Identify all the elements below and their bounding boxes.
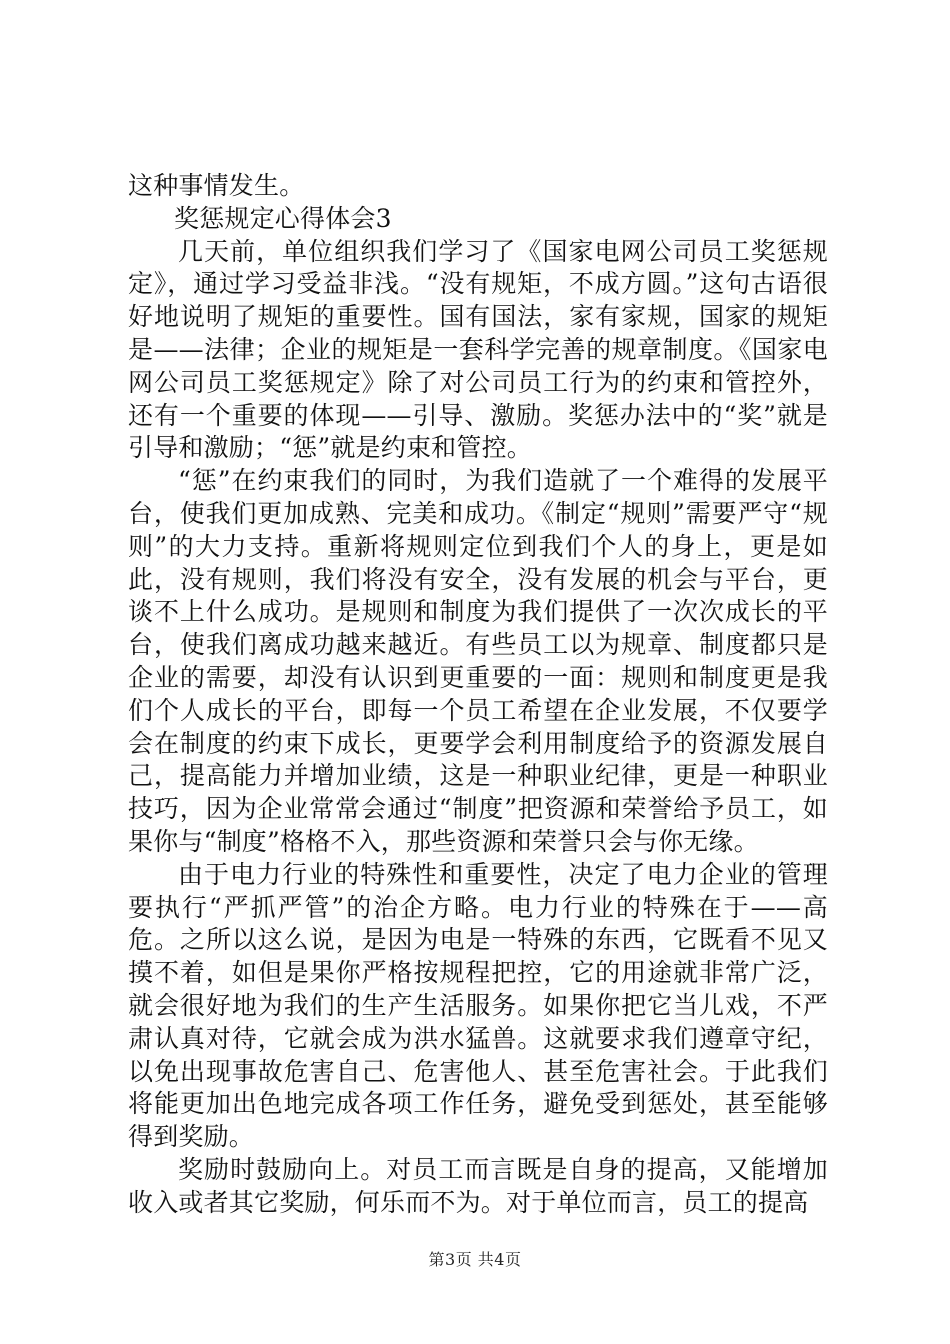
page-footer <box>0 1247 950 1270</box>
page-number-label: 第3页 共4页 <box>428 1250 522 1269</box>
paragraph: “惩”在约束我们的同时，为我们造就了一个难得的发展平台，使我们更加成熟、完美和成功。《制定“规则”需要严守“规则”的大力支持。重新将规则定位到我们个人的身上，更是如此，没有规则，我们将没有安全，没有发展的机会与平台，更谈不上什么成功。是规则和制度为我们提供了一次次成长的平台，使我们离成功越来越近。有些员工以为规章、制度都只是企业的需要，却没有认识到更重要的一面：规则和制度更是我们个人成长的平台，即每一个员工希望在企业发展，不仅要学会在制度的约束下成长，更要学会利用制度给予的资源发展自己，提高能力并增加业绩，这是一种职业纪律，更是一种职业技巧，因为企业常常会通过“制度”把资源和荣誉给予员工，如果你与“制度”格格不入，那些资源和荣誉只会与你无缘。 <box>128 466 828 856</box>
section-heading: 奖惩规定心得体会3 <box>174 203 392 233</box>
document-body <box>128 170 828 1220</box>
paragraph: 由于电力行业的特殊性和重要性，决定了电力企业的管理要执行“严抓严管”的治企方略。电力行业的特殊在于——高危。之所以这么说，是因为电是一特殊的东西，它既看不见又摸不着，如但是果你严格按规程把控，它的用途就非常广泛，就会很好地为我们的生产生活服务。如果你把它当儿戏，不严肃认真对待，它就会成为洪水猛兽。这就要求我们遵章守纪，以免出现事故危害自己、危害他人、甚至危害社会。于此我们将能更加出色地完成各项工作任务，避免受到惩处，甚至能够得到奖励。 <box>128 859 828 1152</box>
paragraph: 几天前，单位组织我们学习了《国家电网公司员工奖惩规定》，通过学习受益非浅。“没有规矩，不成方圆。”这句古语很好地说明了规矩的重要性。国有国法，家有家规，国家的规矩是——法律；企业的规矩是一套科学完善的规章制度。《国家电网公司员工奖惩规定》除了对公司员工行为的约束和管控外，还有一个重要的体现——引导、激励。奖惩办法中的“奖”就是引导和激励；“惩”就是约束和管控。 <box>128 236 828 463</box>
paragraph: 奖励时鼓励向上。对员工而言既是自身的提高，又能增加收入或者其它奖励，何乐而不为。对于单位而言，员工的提高 <box>128 1154 828 1217</box>
paragraph-continuation: 这种事情发生。 <box>128 171 305 200</box>
